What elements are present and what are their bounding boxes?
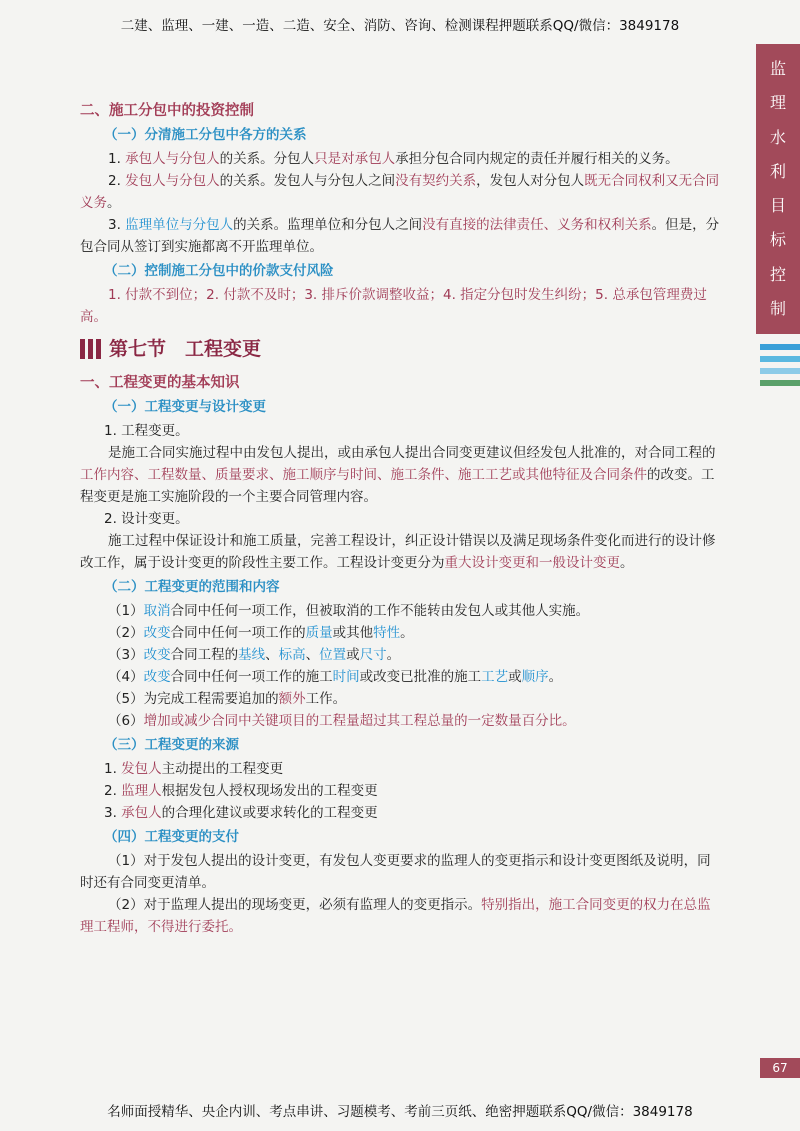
subheading: （二）工程变更的范围和内容: [104, 579, 280, 595]
paragraph: 施工过程中保证设计和施工质量，完善工程设计，纠正设计错误以及满足现场条件变化而进行的设计修改工作，属于设计变更的阶段性主要工作。工程设计变更分为重大设计变更和一般设计变更。: [80, 533, 716, 571]
paragraph: （2）对于监理人提出的现场变更，必须有监理人的变更指示。特别指出，施工合同变更的权力在总监理工程师，不得进行委托。: [80, 897, 711, 935]
subsection-heading: 一、工程变更的基本知识: [80, 375, 240, 391]
sidebar-char: 标: [769, 230, 786, 250]
subheading: （三）工程变更的来源: [104, 737, 239, 753]
sidebar-char: 水: [769, 127, 786, 147]
sidebar-char: 控: [769, 264, 786, 284]
decor-stripe-blue: [760, 344, 800, 350]
paragraph: 是施工合同实施过程中由发包人提出，或由承包人提出合同变更建议但经发包人批准的，对合同工程的工作内容、工程数量、质量要求、施工顺序与时间、施工条件、施工工艺或其他特征及合同条件的改变。工程变更是施工实施阶段的一个主要合同管理内容。: [80, 445, 716, 505]
paragraph: 2. 发包人与分包人的关系。发包人与分包人之间没有契约关系，发包人对分包人既无合同权利又无合同义务。: [80, 173, 720, 211]
paragraph: （1）对于发包人提出的设计变更，有发包人变更要求的监理人的变更指示和设计变更图纸及说明，同时还有合同变更清单。: [80, 853, 711, 891]
decor-stripe-paleblue: [760, 368, 800, 374]
list-item: （6）增加或减少合同中关键项目的工程量超过其工程总量的一定数量百分比。: [108, 713, 576, 729]
decor-stripe-green: [760, 380, 800, 386]
decor-stripe-lightblue: [760, 356, 800, 362]
sidebar-char: 理: [769, 93, 786, 113]
subheading: （四）工程变更的支付: [104, 829, 239, 845]
list-item: 1. 工程变更。: [104, 423, 189, 439]
page-content: [80, 96, 720, 938]
subheading: （一）工程变更与设计变更: [104, 399, 266, 415]
list-item: 2. 监理人根据发包人授权现场发出的工程变更: [104, 783, 378, 799]
footer-banner: 名师面授精华、央企内训、考点串讲、习题模考、考前三页纸、绝密押题联系QQ/微信：3849178: [107, 1104, 693, 1120]
paragraph: 3. 监理单位与分包人的关系。监理单位和分包人之间没有直接的法律责任、义务和权利关系。但是，分包合同从签订到实施都离不开监理单位。: [80, 217, 720, 255]
paragraph: 1. 承包人与分包人的关系。分包人只是对承包人承担分包合同内规定的责任并履行相关的义务。: [108, 151, 679, 167]
list-item: （1）取消合同中任何一项工作，但被取消的工作不能转由发包人或其他人实施。: [108, 603, 590, 619]
subsection-heading: 二、施工分包中的投资控制: [80, 103, 254, 119]
sidebar-char: 制: [769, 298, 786, 318]
sidebar-char: 目: [769, 196, 786, 216]
paragraph: 1. 付款不到位；2. 付款不及时；3. 排斥价款调整收益；4. 指定分包时发生纠纷；5. 总承包管理费过高。: [80, 287, 707, 325]
section-title: 第七节 工程变更: [109, 338, 262, 360]
list-item: 1. 发包人主动提出的工程变更: [104, 761, 284, 777]
subheading: （二）控制施工分包中的价款支付风险: [104, 263, 334, 279]
chapter-sidebar-tab: [756, 44, 800, 334]
header-banner: 二建、监理、一建、一造、二造、安全、消防、咨询、检测课程押题联系QQ/微信：3849178: [120, 18, 680, 34]
list-item: （3）改变合同工程的基线、标高、位置或尺寸。: [108, 647, 401, 663]
sidebar-char: 利: [769, 161, 786, 181]
list-item: （5）为完成工程需要追加的额外工作。: [108, 691, 347, 707]
list-item: 3. 承包人的合理化建议或要求转化的工程变更: [104, 805, 378, 821]
section-bars-icon: [80, 339, 101, 359]
section-heading: [80, 338, 720, 360]
page-number: 67: [760, 1058, 800, 1078]
list-item: （2）改变合同中任何一项工作的质量或其他特性。: [108, 625, 414, 641]
subheading: （一）分清施工分包中各方的关系: [104, 127, 307, 143]
list-item: 2. 设计变更。: [104, 511, 189, 527]
sidebar-char: 监: [769, 59, 786, 79]
list-item: （4）改变合同中任何一项工作的施工时间或改变已批准的施工工艺或顺序。: [108, 669, 563, 685]
